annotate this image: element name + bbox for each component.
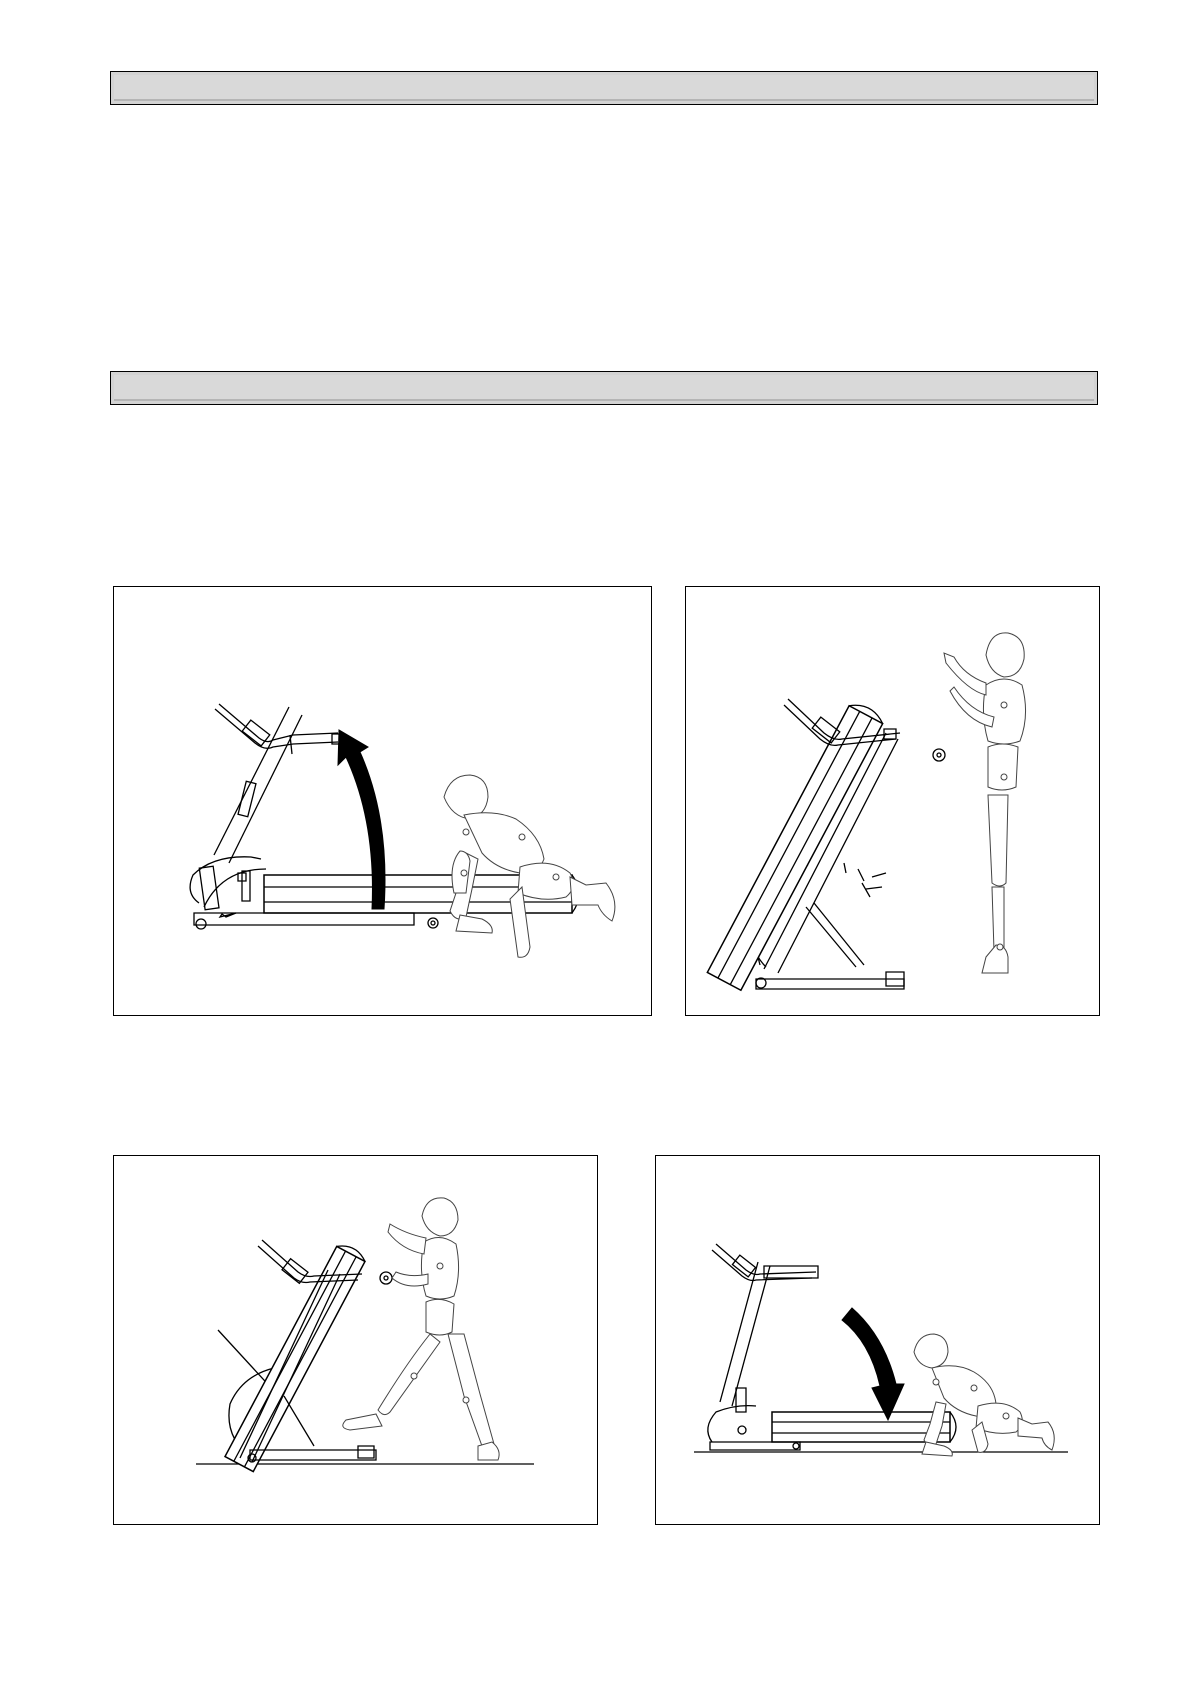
release-latch-illustration <box>114 1156 599 1526</box>
folded-upright-illustration <box>686 587 1101 1017</box>
section-header-bar-1-fill <box>114 75 1094 101</box>
figure-lift-deck <box>113 586 652 1016</box>
person-stepping <box>343 1198 499 1460</box>
figure-lower-deck <box>655 1155 1100 1525</box>
down-arrow <box>842 1308 904 1420</box>
treadmill-folded <box>707 699 945 990</box>
section-header-bar-2 <box>110 371 1098 405</box>
standing-person <box>944 633 1026 973</box>
treadmill-folding <box>225 1240 392 1472</box>
kneeling-person <box>444 775 615 957</box>
lower-deck-illustration <box>656 1156 1101 1526</box>
figure-release-latch <box>113 1155 598 1525</box>
section-header-bar-2-fill <box>114 375 1094 401</box>
section-header-bar-1 <box>110 71 1098 105</box>
kneeling-person <box>914 1334 1054 1456</box>
lift-deck-illustration <box>114 587 653 1017</box>
figure-folded-upright <box>685 586 1100 1016</box>
